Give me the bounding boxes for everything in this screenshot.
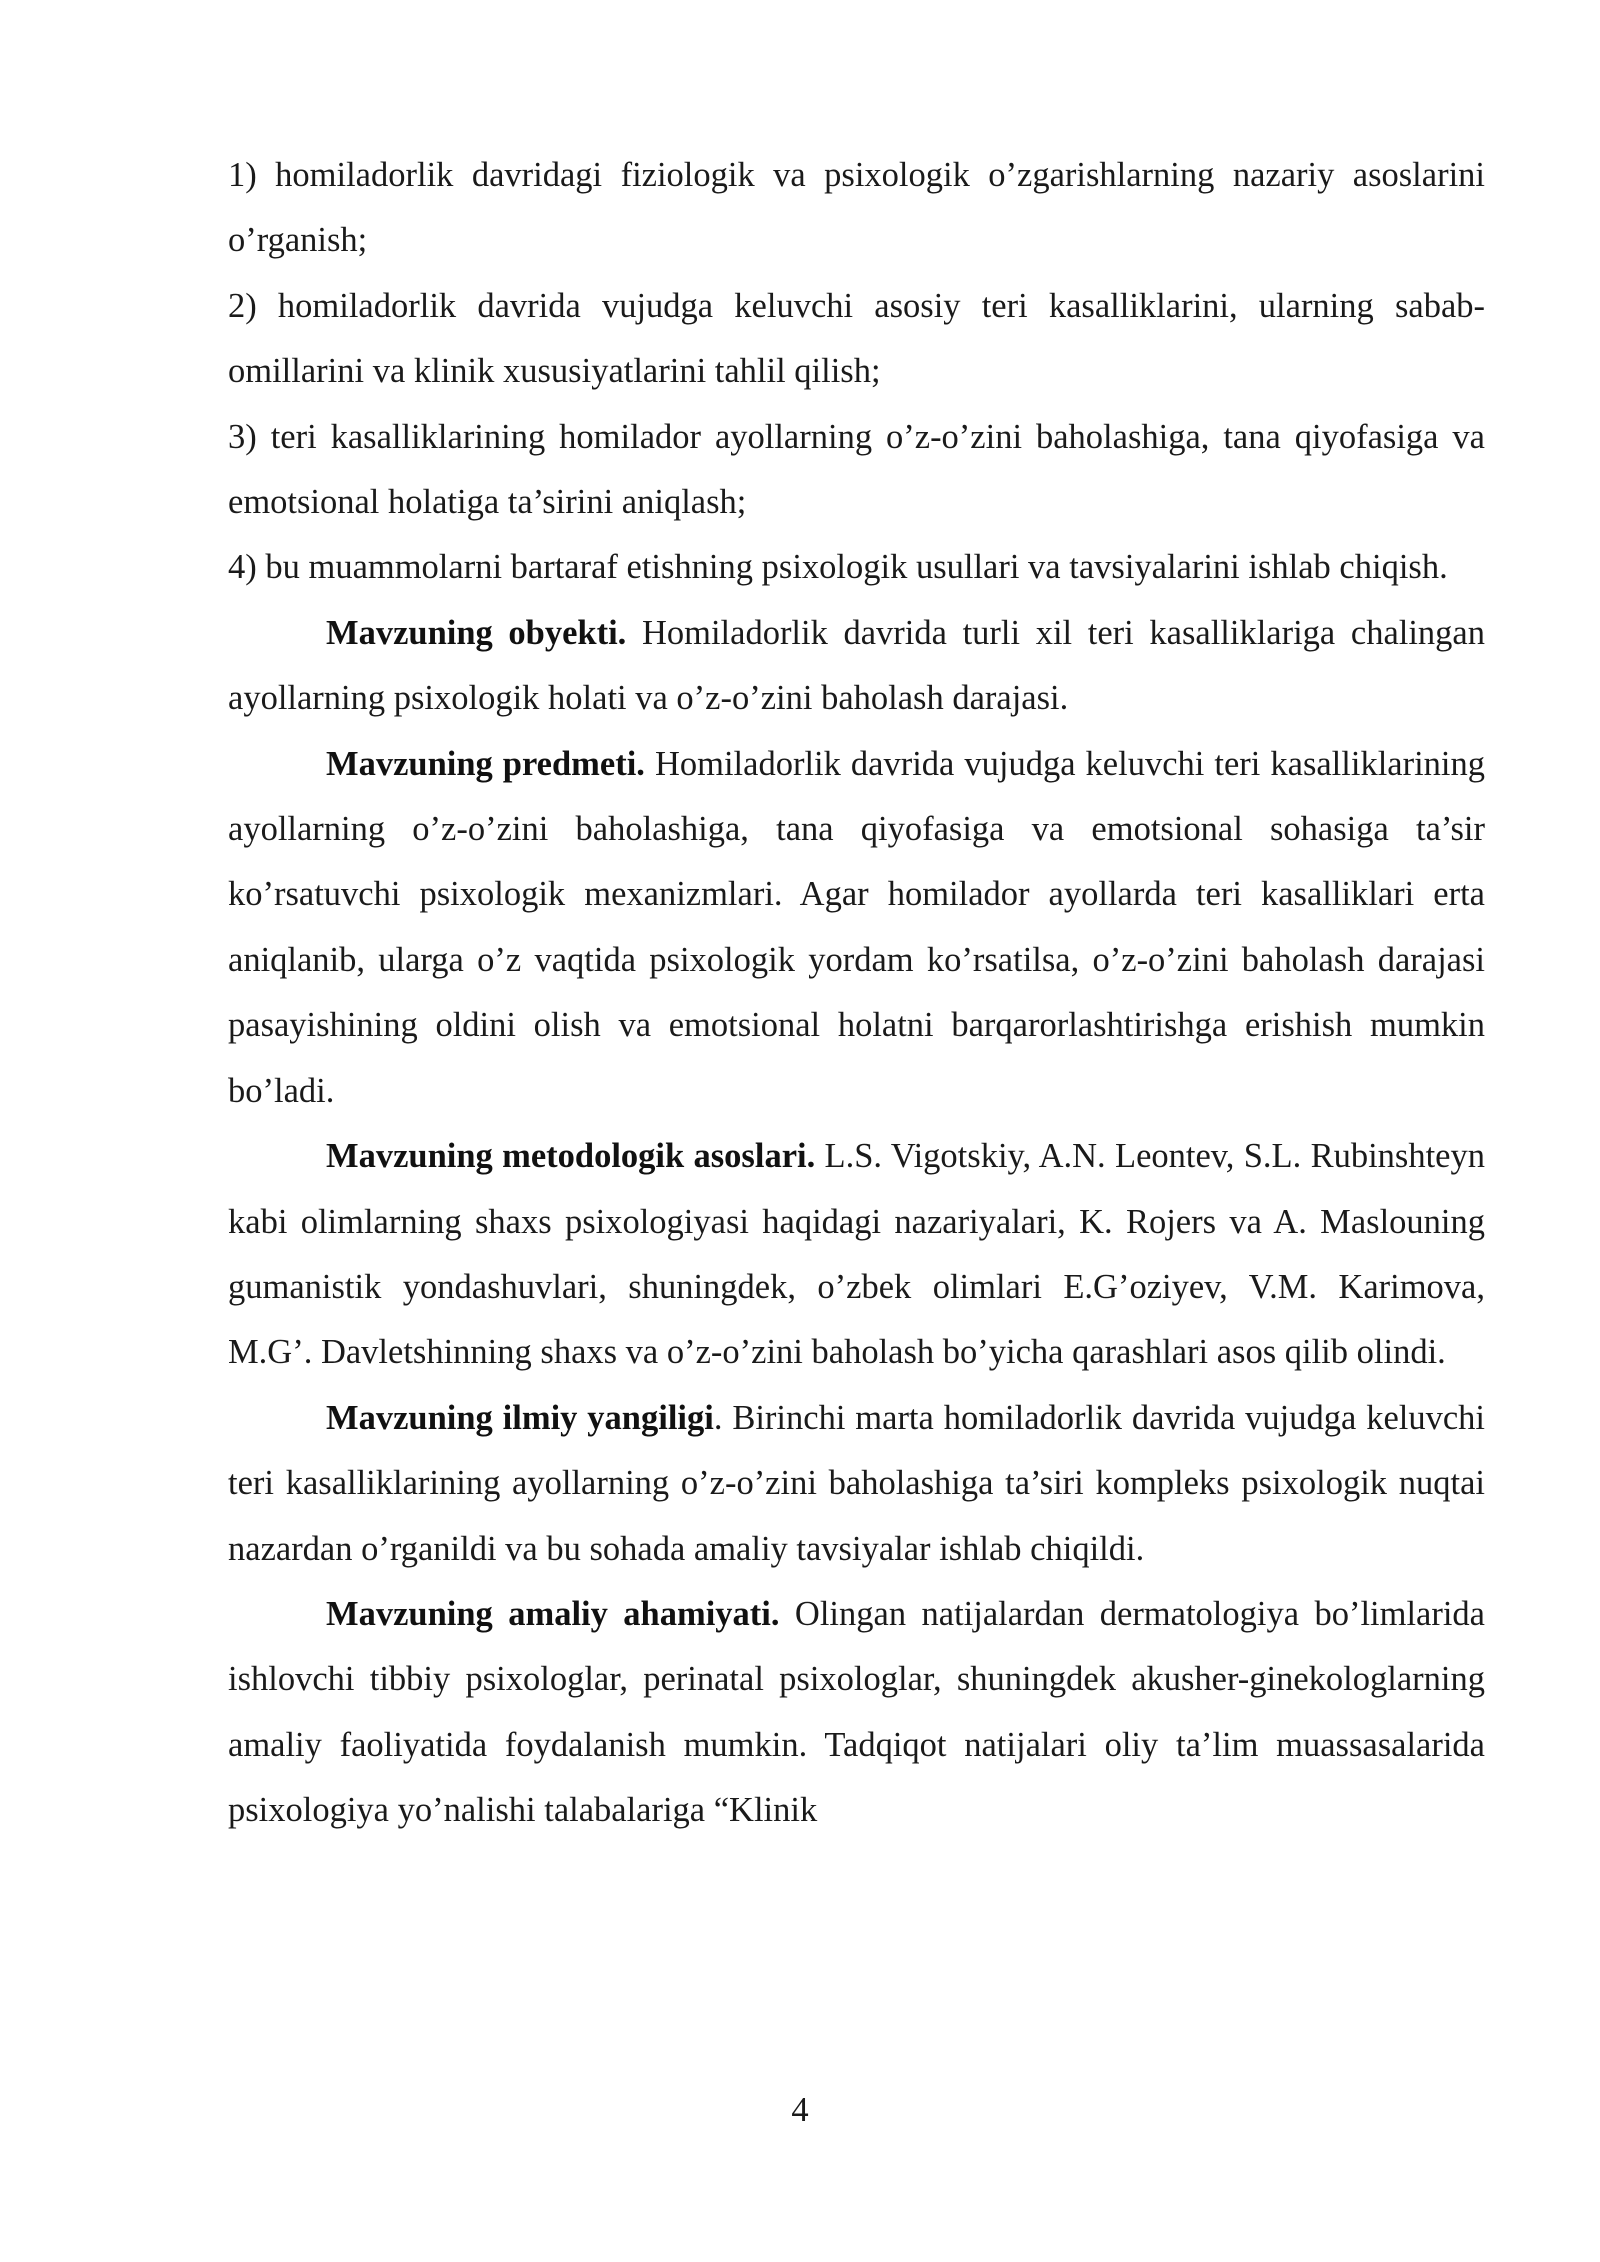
objective-item-2: 2) homiladorlik davrida vujudga keluvchi asosiy teri kasalliklarini, ularning sabab-omillarini va klinik xususiyatlarini tahlil qilish;: [228, 286, 1485, 391]
objective-item-3: 3) teri kasalliklarining homilador ayollarning o’z-o’zini baholashiga, tana qiyofasiga va emotsional holatiga ta’sirini aniqlash;: [228, 417, 1485, 522]
section-subject: [228, 732, 1485, 1124]
section-practical-heading: Mavzuning amaliy ahamiyati.: [326, 1594, 780, 1633]
section-novelty-text: . Birinchi marta homiladorlik davrida vujudga keluvchi teri kasalliklarining ayollarning o’z-o’zini baholashiga ta’siri kompleks psixologik nuqtai nazardan o’rganildi va bu sohada amaliy tavsiyalar ishlab chiqildi.: [228, 1398, 1485, 1568]
section-methodology-text: L.S. Vigotskiy, A.N. Leontev, S.L. Rubinshteyn kabi olimlarning shaxs psixologiyasi haqidagi nazariyalari, K. Rojers va A. Maslouning gumanistik yondashuvlari, shuningdek, o’zbek olimlari E.G’oziyev, V.M. Karimova, M.G’. Davletshinning shaxs va o’z-o’zini baholash bo’yicha qarashlari asos qilib olindi.: [228, 1137, 1485, 1372]
section-novelty: [228, 1386, 1485, 1582]
objective-item-1: 1) homiladorlik davridagi fiziologik va psixologik o’zgarishlarning nazariy asoslarini o’rganish;: [228, 156, 1485, 260]
section-subject-text: Homiladorlik davrida vujudga keluvchi teri kasalliklarining ayollarning o’z-o’zini baholashiga, tana qiyofasiga va emotsional sohasiga ta’sir ko’rsatuvchi psixologik mexanizmlari. Agar homilador ayollarda teri kasalliklari erta aniqlanib, ularga o’z vaqtida psixologik yordam ko’rsatilsa, o’z-o’zini baholash darajasi pasayishining oldini olish va emotsional holatni barqarorlashtirishga erishish mumkin bo’ladi.: [228, 744, 1485, 1110]
section-novelty-heading: Mavzuning ilmiy yangiligi: [326, 1398, 714, 1437]
page-number: 4: [791, 2091, 809, 2129]
section-subject-heading: Mavzuning predmeti.: [326, 744, 645, 783]
section-methodology: [228, 1124, 1485, 1386]
section-object-text: Homiladorlik davrida turli xil teri kasalliklariga chalingan ayollarning psixologik holati va o’z-o’zini baholash darajasi.: [228, 613, 1485, 718]
page-body: [228, 143, 1485, 1844]
section-object-heading: Mavzuning obyekti.: [326, 613, 627, 652]
objective-item-4: 4) bu muammolarni bartaraf etishning psixologik usullari va tavsiyalarini ishlab chiqish.: [228, 548, 1448, 587]
section-practical: [228, 1582, 1485, 1844]
section-practical-text: Olingan natijalardan dermatologiya bo’limlarida ishlovchi tibbiy psixologlar, perinatal psixologlar, shuningdek akusher-ginekologlarning amaliy faoliyatida foydalanish mumkin. Tadqiqot natijalari oliy ta’lim muassasalarida psixologiya yo’nalishi talabalariga “Klinik: [228, 1594, 1485, 1830]
section-methodology-heading: Mavzuning metodologik asoslari.: [326, 1137, 816, 1176]
section-object: [228, 601, 1485, 732]
